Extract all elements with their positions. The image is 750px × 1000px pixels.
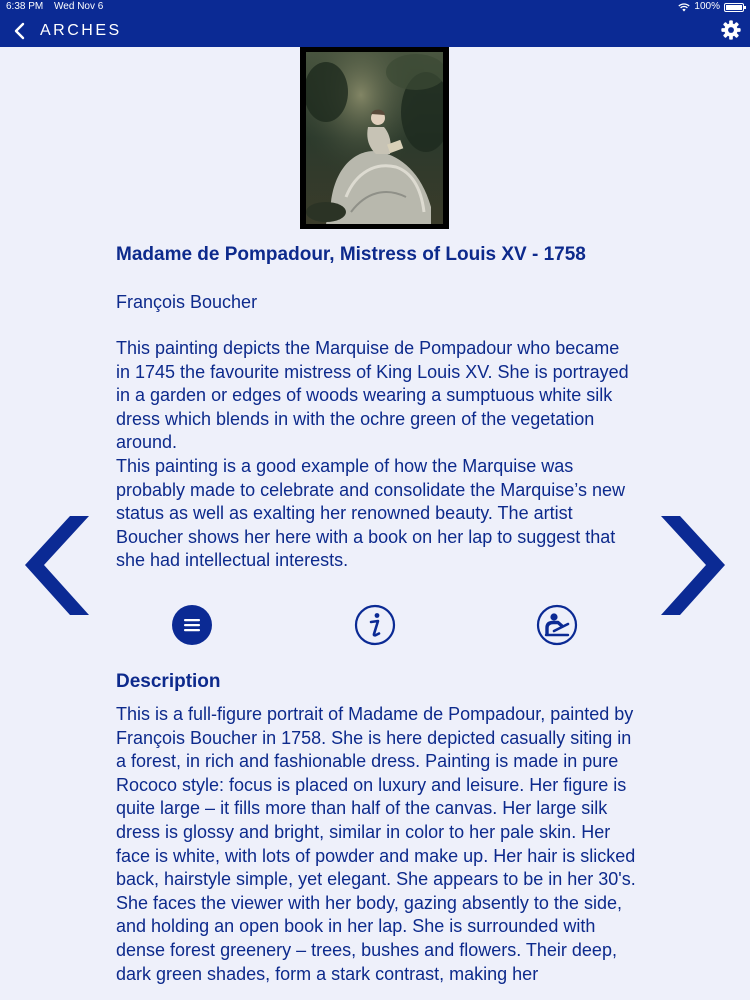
next-artwork-button[interactable] bbox=[658, 513, 728, 618]
navigation-bar bbox=[0, 14, 750, 47]
reading-person-icon bbox=[536, 604, 578, 646]
description-heading: Description bbox=[116, 671, 221, 692]
previous-artwork-button[interactable] bbox=[22, 513, 92, 618]
summary-paragraph: This painting is a good example of how the Marquise was probably made to celebrate and consolidate the Marquise’s new status as well as exalting her renowned beauty. The artist Boucher shows her here with a book on her lap to suggest that she had intellectual interests. bbox=[116, 455, 625, 571]
artwork-image[interactable] bbox=[300, 47, 449, 229]
artwork-title: Madame de Pompadour, Mistress of Louis XV - 1758 bbox=[116, 244, 586, 265]
chevron-left-icon bbox=[13, 22, 25, 40]
artwork-summary bbox=[116, 337, 636, 573]
painting-illustration bbox=[306, 52, 443, 224]
list-icon bbox=[171, 604, 213, 646]
back-button[interactable] bbox=[10, 18, 28, 44]
description-text: This is a full-figure portrait of Madame de Pompadour, painted by François Boucher in 1758. She is here depicted casually siting in a forest, in rich and fashionable dress. Painting is made in pure Rococo style: focus is placed on luxury and leisure. Her figure is quite large – it fills more than half of the canvas. Her large silk dress is glossy and bright, similar in color to her pale skin. Her face is white, with lots of powder and make up. Her hair is slicked back, hairstyle simple, yet elegant. She appears to be in her 30's. She faces the viewer with her body, gazing absently to the side, and holding an open book in her lap. She is surrounded with dense forest greenery – trees, bushes and flowers. Their deep, dark green shades, form a stark contrast, making her bbox=[116, 704, 636, 984]
summary-paragraph: This painting depicts the Marquise de Pompadour who became in 1745 the favourite mistress of King Louis XV. She is portrayed in a garden or edges of woods wearing a sumptuous white silk dress which blends in with the ochre green of the vegetation around. bbox=[116, 338, 629, 453]
status-date: Wed Nov 6 bbox=[54, 1, 104, 12]
gear-icon bbox=[720, 19, 742, 41]
wifi-icon bbox=[678, 3, 690, 12]
menu-button[interactable] bbox=[171, 604, 213, 646]
app-title: ARCHES bbox=[40, 22, 122, 39]
artist-name: François Boucher bbox=[116, 292, 258, 312]
settings-button[interactable] bbox=[720, 19, 742, 41]
status-time: 6:38 PM bbox=[6, 1, 44, 12]
info-button[interactable] bbox=[354, 604, 396, 646]
chevron-left-icon bbox=[22, 513, 92, 618]
status-bar bbox=[0, 0, 750, 14]
battery-percent: 100% bbox=[694, 1, 720, 12]
info-icon bbox=[354, 604, 396, 646]
battery-icon bbox=[724, 3, 744, 12]
reader-button[interactable] bbox=[536, 604, 578, 646]
chevron-right-icon bbox=[658, 513, 728, 618]
